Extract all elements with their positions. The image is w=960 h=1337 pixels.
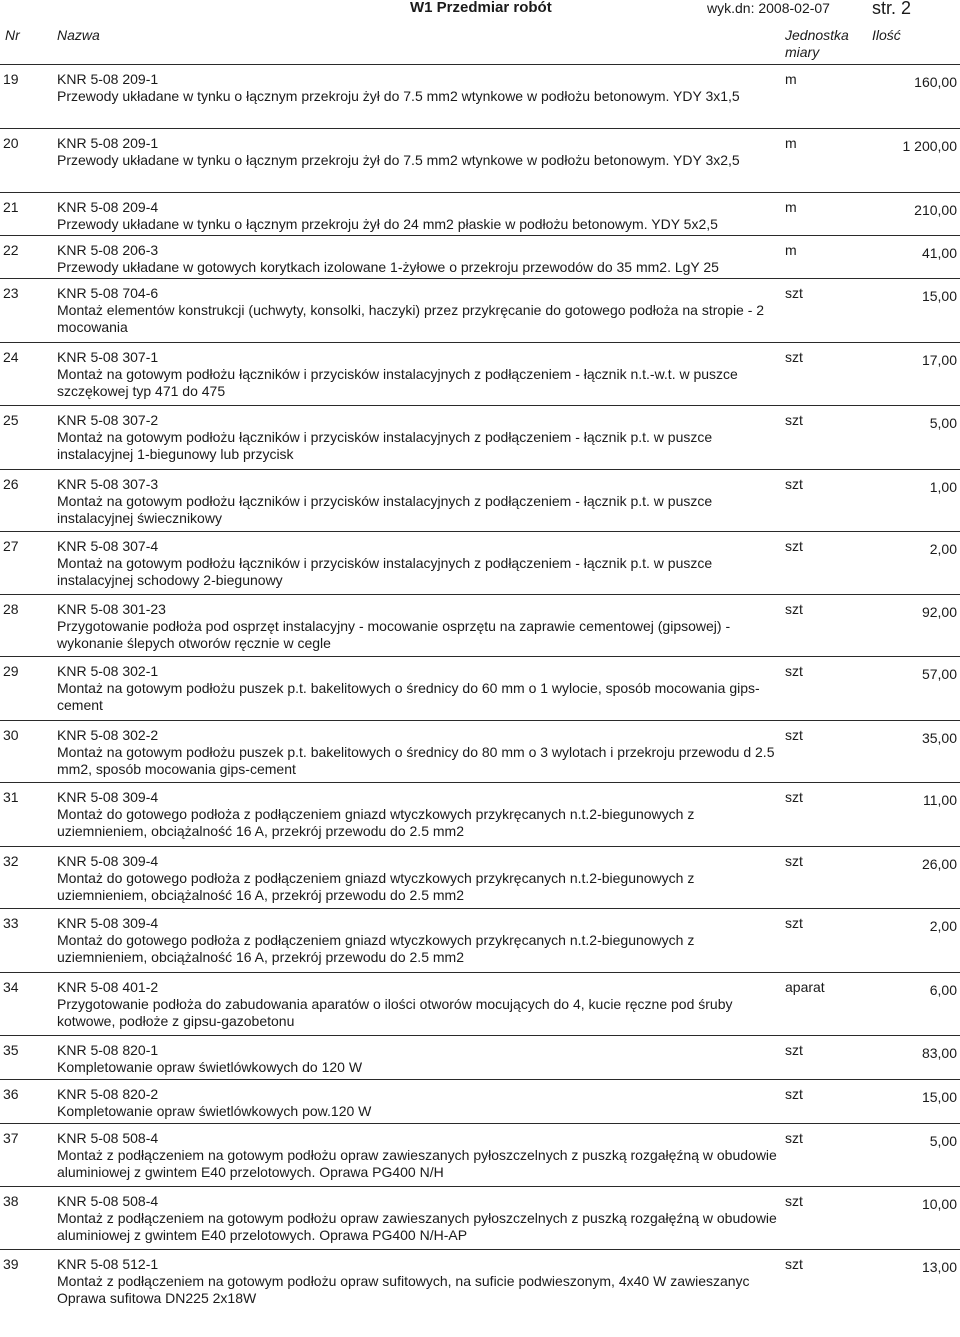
unit-of-measure: szt [785, 663, 803, 679]
item-quantity: 6,00 [929, 982, 957, 998]
item-description: Montaż z podłączeniem na gotowym podłożu opraw sufitowych, na suficie podwieszonym, 4x40 W zawieszanyc Oprawa sufitowa DN225 2x18W [57, 1273, 750, 1306]
catalog-code: KNR 5-08 820-2 [57, 1086, 159, 1102]
row-divider [0, 192, 960, 193]
row-divider [0, 278, 960, 279]
catalog-code: KNR 5-08 309-4 [57, 789, 159, 805]
row-divider [0, 656, 960, 657]
catalog-code: KNR 5-08 401-2 [57, 979, 159, 995]
item-description: Przewody układane w tynku o łącznym przekroju żył do 24 mm2 płaskie w podłożu betonowym. YDY 5x2,5 [57, 216, 718, 232]
unit-of-measure: aparat [785, 979, 825, 995]
unit-of-measure: szt [785, 476, 803, 492]
item-quantity: 35,00 [921, 730, 957, 746]
item-number: 25 [3, 412, 19, 428]
row-divider [0, 469, 960, 470]
item-number: 21 [3, 199, 19, 215]
document-title: W1 Przedmiar robót [410, 0, 552, 16]
item-number: 28 [3, 601, 19, 617]
item-number: 35 [3, 1042, 19, 1058]
unit-of-measure: szt [785, 349, 803, 365]
item-number: 27 [3, 538, 19, 554]
row-divider [0, 972, 960, 973]
item-quantity: 41,00 [921, 245, 957, 261]
item-quantity: 26,00 [921, 856, 957, 872]
item-quantity: 15,00 [921, 1089, 957, 1105]
catalog-code: KNR 5-08 307-1 [57, 349, 159, 365]
catalog-code: KNR 5-08 508-4 [57, 1193, 159, 1209]
catalog-code: KNR 5-08 820-1 [57, 1042, 159, 1058]
item-description: Montaż z podłączeniem na gotowym podłożu opraw zawieszanych pyłoszczelnych z puszką rozgałęźną w obudowie aluminiowej z gwintem E40 przelotowych. Oprawa PG400 N/H-AP [57, 1210, 777, 1243]
row-divider [0, 594, 960, 595]
row-divider [0, 235, 960, 236]
item-quantity: 5,00 [929, 1133, 957, 1149]
item-description: Przygotowanie podłoża pod osprzęt instalacyjny - mocowanie osprzętu na zaprawie cementowej (gipsowej) - wykonanie ślepych otworów ręcznie w cegle [57, 618, 731, 651]
item-quantity: 11,00 [923, 792, 957, 808]
item-number: 30 [3, 727, 19, 743]
item-description: Przewody układane w tynku o łącznym przekroju żył do 7.5 mm2 wtynkowe w podłożu betonowym. YDY 3x1,5 [57, 88, 740, 104]
item-number: 20 [3, 135, 19, 151]
catalog-code: KNR 5-08 512-1 [57, 1256, 159, 1272]
row-divider [0, 405, 960, 406]
row-divider [0, 720, 960, 721]
catalog-code: KNR 5-08 508-4 [57, 1130, 159, 1146]
column-header-qty: Ilość [872, 27, 901, 43]
item-description: Montaż z podłączeniem na gotowym podłożu opraw zawieszanych pyłoszczelnych z puszką rozgałęźną w obudowie aluminiowej z gwintem E40 przelotowych. Oprawa PG400 N/H [57, 1147, 777, 1180]
catalog-code: KNR 5-08 302-1 [57, 663, 159, 679]
item-description: Kompletowanie opraw świetlówkowych pow.120 W [57, 1103, 372, 1119]
unit-of-measure: szt [785, 727, 803, 743]
document-date: wyk.dn: 2008-02-07 [707, 0, 830, 16]
item-number: 19 [3, 71, 19, 87]
item-description: Montaż do gotowego podłoża z podłączeniem gniazd wtyczkowych przykręcanych n.t.2-biegunowych z uziemnieniem, obciążalność 16 A, przekrój przewodu do 2.5 mm2 [57, 806, 695, 839]
item-number: 23 [3, 285, 19, 301]
catalog-code: KNR 5-08 704-6 [57, 285, 159, 301]
catalog-code: KNR 5-08 307-4 [57, 538, 159, 554]
unit-of-measure: szt [785, 1130, 803, 1146]
unit-of-measure: szt [785, 1256, 803, 1272]
item-quantity: 92,00 [921, 604, 957, 620]
item-number: 38 [3, 1193, 19, 1209]
item-description: Kompletowanie opraw świetlówkowych do 120 W [57, 1059, 363, 1075]
unit-of-measure: szt [785, 285, 803, 301]
item-number: 22 [3, 242, 19, 258]
unit-of-measure: szt [785, 601, 803, 617]
item-number: 37 [3, 1130, 19, 1146]
row-divider [0, 64, 960, 65]
catalog-code: KNR 5-08 209-4 [57, 199, 159, 215]
unit-of-measure: m [785, 135, 797, 151]
unit-of-measure: szt [785, 1086, 803, 1102]
item-number: 33 [3, 915, 19, 931]
unit-of-measure: m [785, 199, 797, 215]
row-divider [0, 342, 960, 343]
row-divider [0, 1249, 960, 1250]
item-quantity: 2,00 [929, 541, 957, 557]
unit-of-measure: m [785, 242, 797, 258]
item-quantity: 17,00 [921, 352, 957, 368]
unit-of-measure: szt [785, 412, 803, 428]
row-divider [0, 1079, 960, 1080]
item-quantity: 10,00 [921, 1196, 957, 1212]
item-description: Montaż na gotowym podłożu łączników i przycisków instalacyjnych z podłączeniem - łącznik p.t. w puszce instalacyjnej 1-biegunowy lub przycisk [57, 429, 713, 462]
catalog-code: KNR 5-08 209-1 [57, 71, 159, 87]
item-quantity: 160,00 [914, 74, 957, 90]
item-quantity: 210,00 [914, 202, 957, 218]
item-description: Montaż na gotowym podłożu puszek p.t. bakelitowych o średnicy do 80 mm o 3 wylotach i przekroju przewodu d 2.5 mm2, sposób mocowania gips-cement [57, 744, 775, 777]
item-description: Przewody układane w tynku o łącznym przekroju żył do 7.5 mm2 wtynkowe w podłożu betonowym. YDY 3x2,5 [57, 152, 740, 168]
catalog-code: KNR 5-08 309-4 [57, 915, 159, 931]
item-number: 34 [3, 979, 19, 995]
item-number: 39 [3, 1256, 19, 1272]
row-divider [0, 1123, 960, 1124]
catalog-code: KNR 5-08 309-4 [57, 853, 159, 869]
unit-of-measure: szt [785, 915, 803, 931]
item-quantity: 5,00 [929, 415, 957, 431]
row-divider [0, 1035, 960, 1036]
unit-of-measure: szt [785, 853, 803, 869]
column-header-nr: Nr [5, 27, 20, 43]
unit-of-measure: szt [785, 789, 803, 805]
item-quantity: 13,00 [921, 1259, 957, 1275]
item-quantity: 83,00 [921, 1045, 957, 1061]
catalog-code: KNR 5-08 307-3 [57, 476, 159, 492]
item-description: Montaż na gotowym podłożu puszek p.t. bakelitowych o średnicy do 60 mm o 1 wylocie, sposób mocowania gips-cement [57, 680, 760, 713]
item-description: Montaż elementów konstrukcji (uchwyty, konsolki, haczyki) przez przykręcanie do gotowego podłoża na stropie - 2 mocowania [57, 302, 765, 335]
item-number: 36 [3, 1086, 19, 1102]
item-number: 29 [3, 663, 19, 679]
row-divider [0, 846, 960, 847]
item-quantity: 57,00 [921, 666, 957, 682]
page-number: str. 2 [872, 0, 912, 18]
item-description: Przewody układane w gotowych korytkach izolowane 1-żyłowe o przekroju przewodów do 35 mm2. LgY 25 [57, 259, 719, 275]
item-number: 24 [3, 349, 19, 365]
unit-of-measure: m [785, 71, 797, 87]
item-number: 26 [3, 476, 19, 492]
item-description: Montaż na gotowym podłożu łączników i przycisków instalacyjnych z podłączeniem - łącznik n.t.-w.t. w puszce szczękowej typ 471 do 475 [57, 366, 738, 399]
unit-of-measure: szt [785, 1193, 803, 1209]
item-description: Montaż na gotowym podłożu łączników i przycisków instalacyjnych z podłączeniem - łącznik p.t. w puszce instalacyjnej świecznikowy [57, 493, 713, 526]
unit-of-measure: szt [785, 538, 803, 554]
row-divider [0, 128, 960, 129]
row-divider [0, 908, 960, 909]
item-number: 32 [3, 853, 19, 869]
catalog-code: KNR 5-08 301-23 [57, 601, 166, 617]
catalog-code: KNR 5-08 307-2 [57, 412, 159, 428]
item-quantity: 1 200,00 [902, 138, 957, 154]
item-description: Montaż na gotowym podłożu łączników i przycisków instalacyjnych z podłączeniem - łącznik p.t. w puszce instalacyjnej schodowy 2-biegunowy [57, 555, 713, 588]
item-description: Montaż do gotowego podłoża z podłączeniem gniazd wtyczkowych przykręcanych n.t.2-biegunowych z uziemnieniem, obciążalność 16 A, przekrój przewodu do 2.5 mm2 [57, 870, 695, 903]
unit-of-measure: szt [785, 1042, 803, 1058]
item-description: Montaż do gotowego podłoża z podłączeniem gniazd wtyczkowych przykręcanych n.t.2-biegunowych z uziemnieniem, obciążalność 16 A, przekrój przewodu do 2.5 mm2 [57, 932, 695, 965]
catalog-code: KNR 5-08 302-2 [57, 727, 159, 743]
column-header-unit: Jednostka miary [785, 27, 849, 60]
column-header-name: Nazwa [57, 27, 100, 43]
item-number: 31 [3, 789, 19, 805]
row-divider [0, 531, 960, 532]
catalog-code: KNR 5-08 209-1 [57, 135, 159, 151]
item-quantity: 2,00 [929, 918, 957, 934]
item-description: Przygotowanie podłoża do zabudowania aparatów o ilości otworów mocujących do 4, kucie ręczne pod śruby kotwowe, podłoże z gipsu-gazobetonu [57, 996, 733, 1029]
row-divider [0, 1186, 960, 1187]
row-divider [0, 782, 960, 783]
catalog-code: KNR 5-08 206-3 [57, 242, 159, 258]
item-quantity: 1,00 [929, 479, 957, 495]
item-quantity: 15,00 [921, 288, 957, 304]
